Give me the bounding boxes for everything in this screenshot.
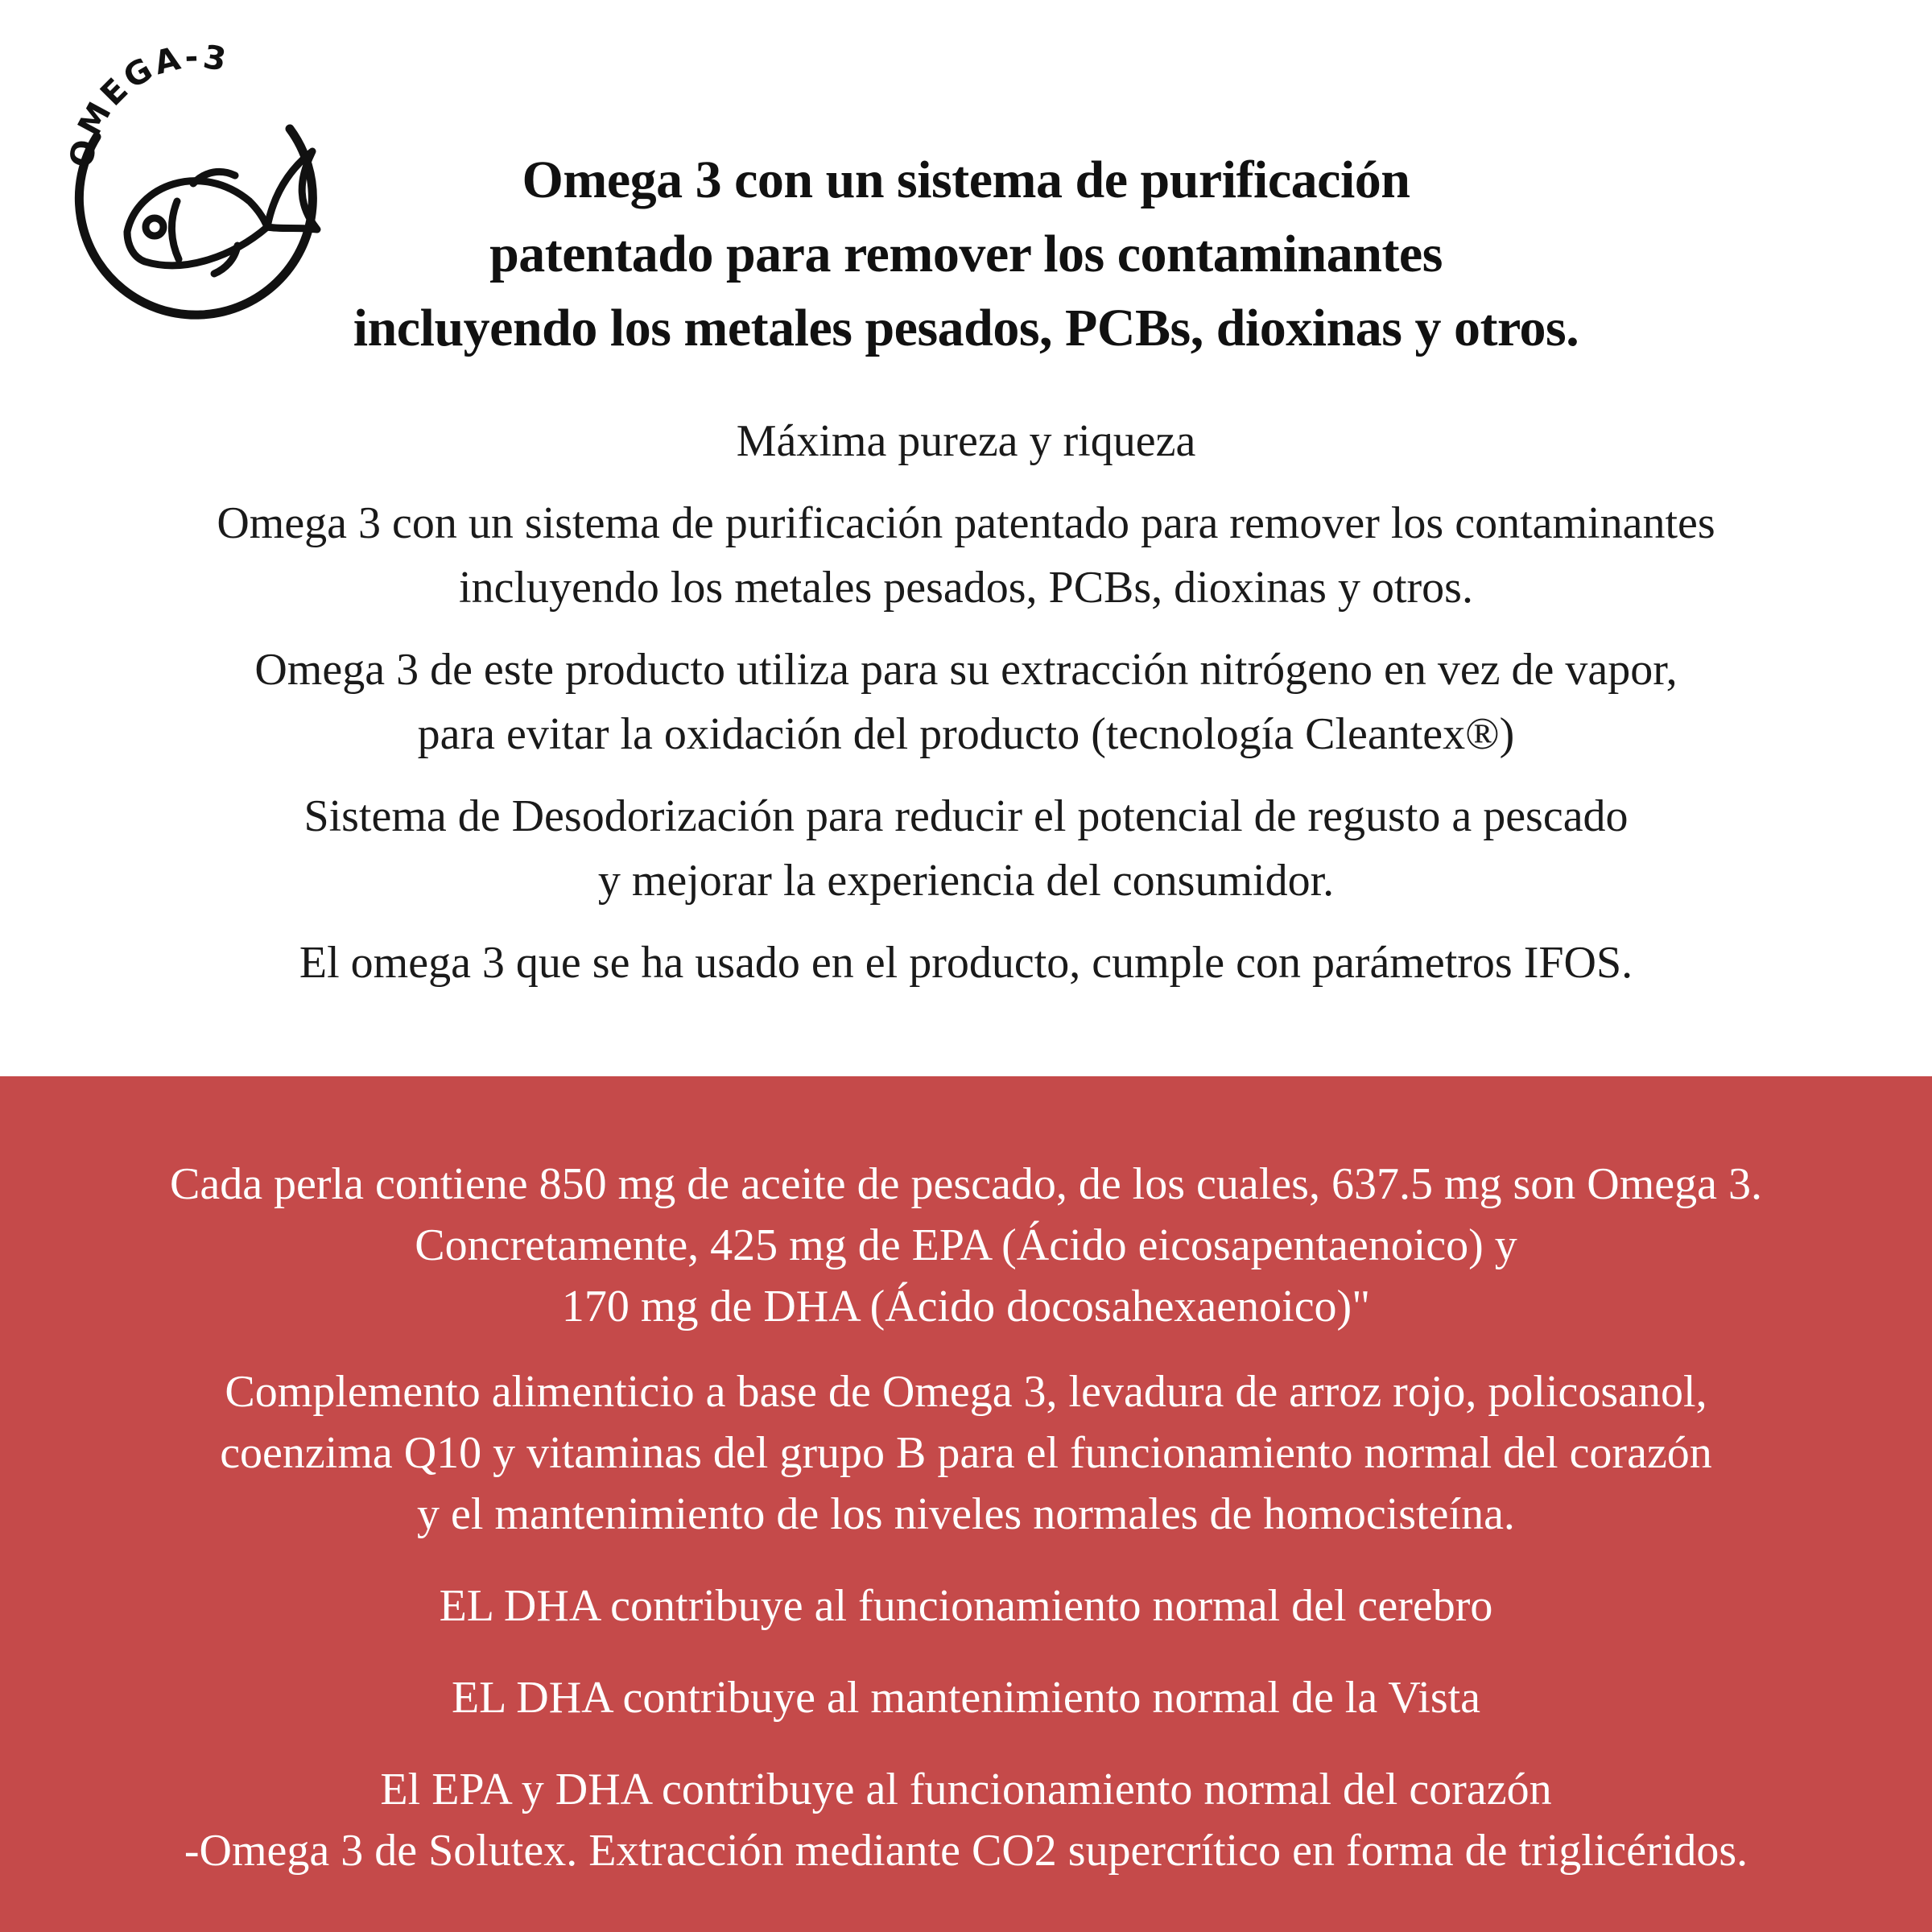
text-line: -Omega 3 de Solutex. Extracción mediante CO2 supercrítico en forma de triglicéridos.: [184, 1826, 1748, 1876]
deodorization-paragraph: [80, 784, 1852, 913]
text-line: incluyendo los metales pesados, PCBs, dioxinas y otros.: [459, 563, 1473, 613]
text-line: 170 mg de DHA (Ácido docosahexaenoico)": [561, 1282, 1371, 1331]
vision-claim: [48, 1667, 1884, 1728]
dosage-paragraph: [48, 1154, 1884, 1337]
badge-label: OMEGA-3: [63, 40, 233, 171]
purity-subtitle: [80, 409, 1852, 473]
ifos-paragraph: [80, 931, 1852, 995]
headline-line: patentado para remover los contaminantes: [489, 225, 1443, 283]
purity-description: [80, 409, 1852, 1013]
supplement-paragraph: [48, 1361, 1884, 1545]
text-line: El omega 3 que se ha usado en el producto, cumple con parámetros IFOS.: [299, 938, 1633, 988]
purification-paragraph: [80, 491, 1852, 620]
brain-claim: [48, 1575, 1884, 1637]
headline: [242, 143, 1690, 365]
text-line: Máxima pureza y riqueza: [736, 416, 1196, 466]
text-line: y mejorar la experiencia del consumidor.: [597, 856, 1335, 906]
headline-line: Omega 3 con un sistema de purificación: [522, 151, 1410, 209]
text-line: Omega 3 con un sistema de purificación patentado para remover los contaminantes: [217, 498, 1715, 548]
text-line: El EPA y DHA contribuye al funcionamiento normal del corazón: [380, 1765, 1552, 1814]
text-line: Complemento alimenticio a base de Omega 3, levadura de arroz rojo, policosanol,: [225, 1367, 1707, 1417]
extraction-paragraph: [80, 638, 1852, 766]
text-line: y el mantenimiento de los niveles normales de homocisteína.: [417, 1489, 1515, 1539]
text-line: Cada perla contiene 850 mg de aceite de pescado, de los cuales, 637.5 mg son Omega 3.: [169, 1159, 1763, 1209]
text-line: coenzima Q10 y vitaminas del grupo B para el funcionamiento normal del corazón: [220, 1428, 1712, 1478]
text-line: Sistema de Desodorización para reducir el potencial de regusto a pescado: [303, 791, 1629, 841]
bottom-section: [0, 1076, 1932, 1932]
text-line: Concretamente, 425 mg de EPA (Ácido eicosapentaenoico) y: [415, 1220, 1517, 1270]
heart-claim: [48, 1759, 1884, 1881]
nutrition-claims: [48, 1154, 1884, 1905]
text-line: EL DHA contribuye al funcionamiento normal del cerebro: [439, 1581, 1493, 1631]
text-line: para evitar la oxidación del producto (tecnología Cleantex®): [417, 709, 1515, 759]
headline-line: incluyendo los metales pesados, PCBs, dioxinas y otros.: [353, 299, 1579, 357]
text-line: EL DHA contribuye al mantenimiento normal de la Vista: [451, 1673, 1481, 1723]
text-line: Omega 3 de este producto utiliza para su extracción nitrógeno en vez de vapor,: [254, 645, 1678, 695]
